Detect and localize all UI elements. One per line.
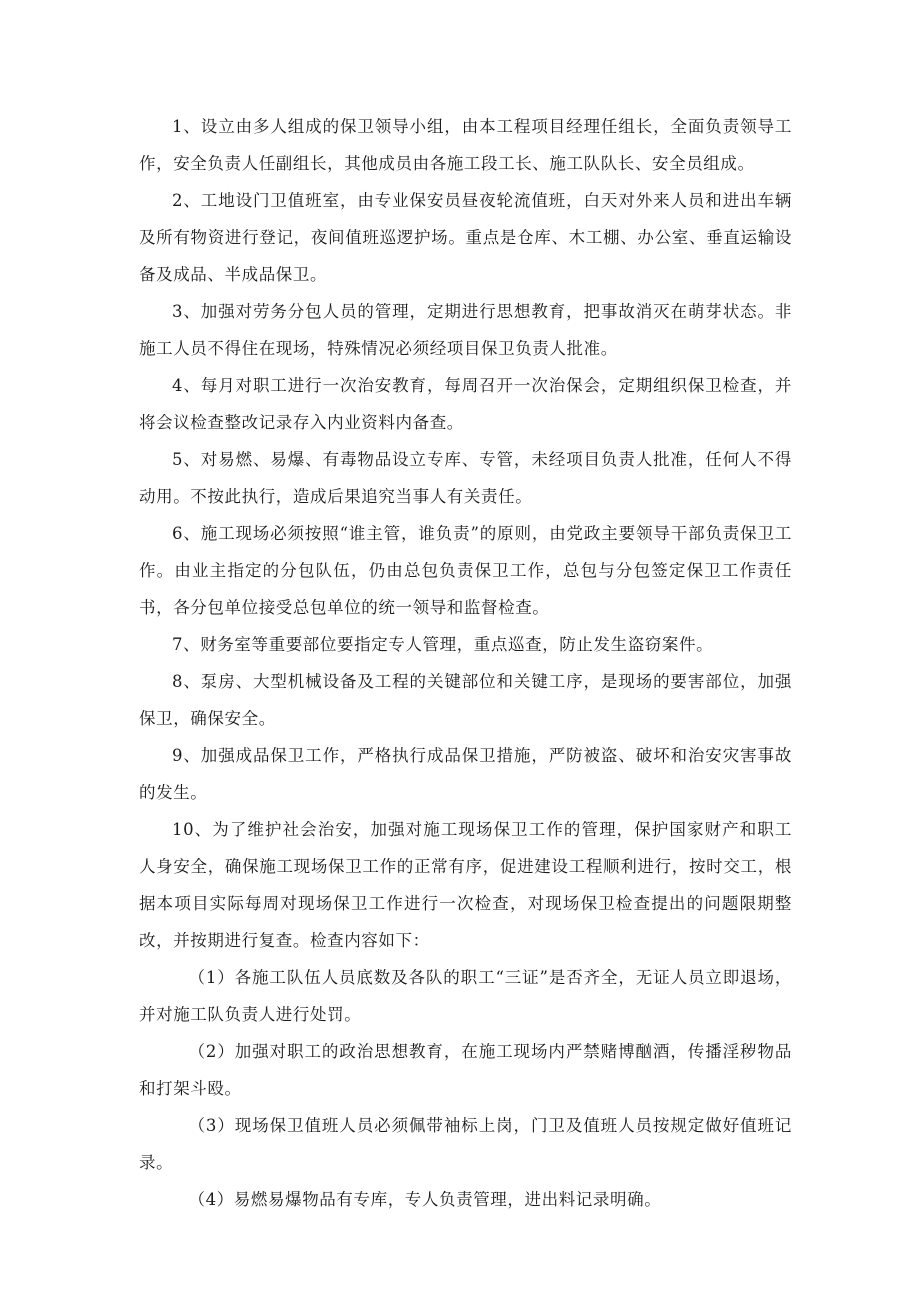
document-body [139, 108, 792, 1218]
paragraph-9: 9、加强成品保卫工作，严格执行成品保卫措施，严防被盗、破坏和治安灾害事故的发生。 [139, 746, 792, 802]
paragraph-5: 5、对易燃、易爆、有毒物品设立专库、专管，未经项目负责人批准，任何人不得动用。不按此执行，造成后果追究当事人有关责任。 [139, 450, 792, 506]
paragraph-1: 1、设立由多人组成的保卫领导小组，由本工程项目经理任组长，全面负责领导工作，安全负责人任副组长，其他成员由各施工段工长、施工队队长、安全员组成。 [139, 117, 792, 173]
check-item-1: （1）各施工队伍人员底数及各队的职工“三证”是否齐全，无证人员立即退场，并对施工队负责人进行处罚。 [139, 968, 792, 1024]
check-item-2: （2）加强对职工的政治思想教育，在施工现场内严禁赌博酗酒，传播淫秽物品和打架斗殴。 [139, 1042, 792, 1098]
paragraph-6: 6、施工现场必须按照“谁主管，谁负责”的原则，由党政主要领导干部负责保卫工作。由业主指定的分包队伍，仍由总包负责保卫工作，总包与分包签定保卫工作责任书，各分包单位接受总包单位的统一领导和监督检查。 [139, 524, 792, 617]
paragraph-8: 8、泵房、大型机械设备及工程的关键部位和关键工序，是现场的要害部位，加强保卫，确保安全。 [139, 672, 792, 728]
paragraph-2: 2、工地设门卫值班室，由专业保安员昼夜轮流值班，白天对外来人员和进出车辆及所有物资进行登记，夜间值班巡逻护场。重点是仓库、木工棚、办公室、垂直运输设备及成品、半成品保卫。 [139, 191, 792, 284]
paragraph-4: 4、每月对职工进行一次治安教育，每周召开一次治保会，定期组织保卫检查，并将会议检查整改记录存入内业资料内备查。 [139, 376, 792, 432]
check-item-3: （3）现场保卫值班人员必须佩带袖标上岗，门卫及值班人员按规定做好值班记录。 [139, 1116, 792, 1172]
paragraph-7: 7、财务室等重要部位要指定专人管理，重点巡查，防止发生盗窃案件。 [172, 635, 714, 654]
paragraph-3: 3、加强对劳务分包人员的管理，定期进行思想教育，把事故消灭在萌芽状态。非施工人员不得住在现场，特殊情况必须经项目保卫负责人批准。 [139, 302, 792, 358]
check-item-4: （4）易燃易爆物品有专库，专人负责管理，进出料记录明确。 [188, 1190, 662, 1209]
paragraph-10: 10、为了维护社会治安，加强对施工现场保卫工作的管理，保护国家财产和职工人身安全，确保施工现场保卫工作的正常有序，促进建设工程顺利进行，按时交工，根据本项目实际每周对现场保卫工作进行一次检查，对现场保卫检查提出的问题限期整改，并按期进行复查。检查内容如下： [139, 820, 792, 950]
